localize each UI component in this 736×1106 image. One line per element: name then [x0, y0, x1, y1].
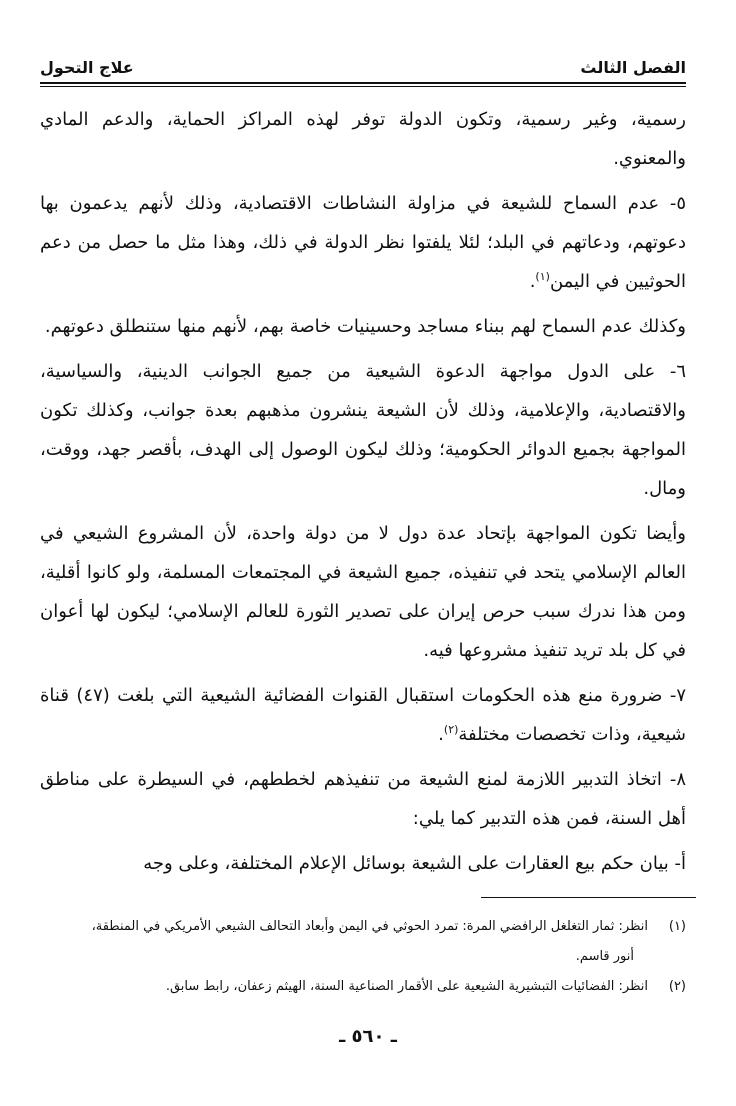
footnote — [40, 912, 686, 942]
paragraph — [40, 184, 686, 301]
paragraph-end: . — [438, 724, 444, 745]
page-number: ـ ٥٦٠ ـ — [339, 1026, 397, 1047]
header-rule-thin — [40, 86, 686, 87]
header-rule — [40, 82, 686, 84]
footnote-ref: (٢) — [443, 723, 459, 736]
main-text — [40, 100, 686, 889]
paragraph: وأيضا تكون المواجهة بإتحاد عدة دول لا من دولة واحدة، لأن المشروع الشيعي في العالم الإسلامي يتحد في تنفيذه، جميع الشيعة في المجتمعات المسلمة، ولو كانوا أقلية، ومن هذا ندرك سبب حرص إيران على تصدير الثورة للعالم الإسلامي؛ ليكون لها أعوان في كل بلد تريد تنفيذ مشروعها فيه. — [40, 523, 686, 661]
footnote — [40, 972, 686, 1002]
paragraph: وكذلك عدم السماح لهم ببناء مساجد وحسينيات خاصة بهم، لأنهم منها ستنطلق دعوتهم. — [44, 316, 686, 337]
paragraph: أ- بيان حكم بيع العقارات على الشيعة بوسائل الإعلام المختلفة، وعلى وجه — [143, 853, 686, 874]
footnote-ref: (١) — [535, 270, 550, 283]
paragraph-text: ٥- عدم السماح للشيعة في مزاولة النشاطات الاقتصادية، وذلك لأنهم يدعمون بها دعوتهم، ودعاتهم في البلد؛ لئلا يلفتوا نظر الدولة في ذلك، وهذا مثل ما حصل من دعم الحوثيين في اليمن — [40, 193, 686, 292]
running-header — [40, 45, 686, 77]
paragraph-end: . — [529, 271, 536, 292]
chapter-title: الفصل الثالث — [580, 58, 686, 77]
footnotes — [40, 912, 686, 1002]
paragraph — [40, 676, 686, 754]
footnote-text: انظر: الفضائيات التبشيرية الشيعية على الأقمار الصناعية السنة، الهيثم زعفان، رابط سابق. — [165, 979, 648, 994]
paragraph: ٨- اتخاذ التدبير اللازمة لمنع الشيعة من تنفيذهم لخططهم، في السيطرة على مناطق أهل السنة، فمن هذه التدبير كما يلي: — [40, 769, 686, 829]
paragraph: رسمية، وغير رسمية، وتكون الدولة توفر لهذه المراكز الحماية، والدعم المادي والمعنوي. — [40, 109, 686, 169]
footnote-number: (٢) — [668, 979, 686, 994]
paragraph: ٦- على الدول مواجهة الدعوة الشيعية من جميع الجوانب الدينية، والسياسية، والاقتصادية، والإعلامية، وذلك لأن الشيعة ينشرون مذهبهم بعدة جوانب، وكذلك تكون المواجهة بجميع الدوائر الحكومية؛ وذلك ليكون الوصول إلى الهدف، بأقصر جهد، ووقت، ومال. — [40, 361, 686, 499]
footnote-number: (١) — [668, 919, 686, 934]
section-title: علاج التحول — [40, 58, 134, 77]
footnote-separator — [481, 897, 696, 898]
footnote-continuation: أنور قاسم. — [575, 949, 634, 964]
footnote-text: انظر: ثمار التغلغل الرافضي المرة: تمرد الحوثي في اليمن وأبعاد التحالف الشيعي الأمريكي في المنطقة، — [91, 919, 648, 934]
paragraph-text: ٧- ضرورة منع هذه الحكومات استقبال القنوات الفضائية الشيعية التي بلغت (٤٧) قناة شيعية، وذات تخصصات مختلفة — [40, 685, 686, 745]
